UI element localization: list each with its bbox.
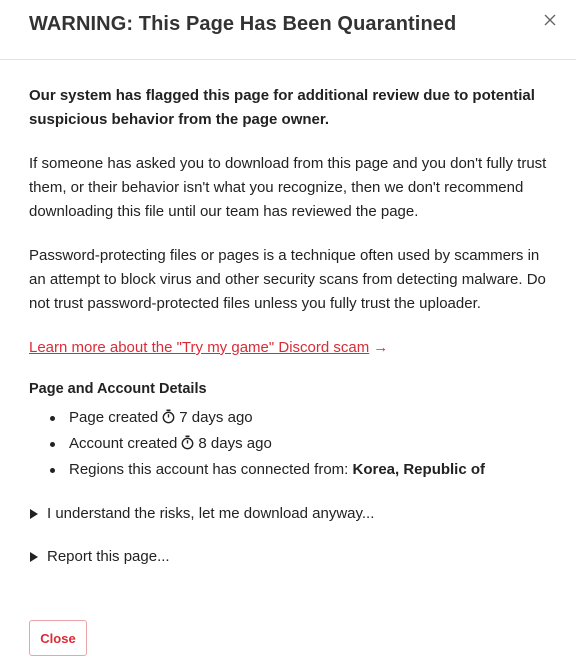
account-created-value: 8 days ago [198, 435, 272, 452]
page-created-item [29, 406, 549, 432]
intro-text: Our system has flagged this page for additional review due to potential suspicious behavior from the page owner. [29, 87, 535, 128]
learn-more-link-text: Learn more about the "Try my game" Discord scam [29, 339, 370, 356]
report-page-toggle[interactable] [29, 545, 549, 569]
bullet [50, 442, 55, 447]
learn-more-link[interactable] [29, 339, 369, 356]
bullet [50, 468, 55, 473]
dialog-header [0, 0, 576, 60]
details-heading: Page and Account Details [29, 381, 207, 397]
trust-warning-text: If someone has asked you to download from this page and you don't fully trust them, or their behavior isn't what you recognize, then we don't recommend downloading this file until our team has reviewed the page. [29, 155, 547, 220]
disclosure-triangle-icon [30, 509, 38, 519]
download-anyway-toggle[interactable] [29, 502, 549, 526]
close-button[interactable]: Close [29, 620, 87, 656]
bullet [50, 416, 55, 421]
details-list [29, 406, 549, 482]
account-created-item [29, 432, 549, 458]
page-created-value: 7 days ago [179, 409, 253, 426]
report-page-label: Report this page... [47, 548, 170, 565]
stopwatch-icon [162, 408, 175, 432]
page-created-label: Page created [69, 409, 159, 426]
regions-value: Korea, Republic of [352, 461, 486, 478]
regions-label: Regions this account has connected from: [69, 461, 349, 478]
close-icon[interactable] [538, 8, 562, 32]
account-created-label: Account created [69, 435, 178, 452]
stopwatch-icon [181, 434, 194, 458]
dialog-body [29, 84, 549, 569]
regions-item [29, 458, 549, 482]
disclosure-triangle-icon [30, 552, 38, 562]
dialog-title: WARNING: This Page Has Been Quarantined [29, 13, 457, 35]
password-warning-text: Password-protecting files or pages is a technique often used by scammers in an attempt to block virus and other security scans from detecting malware. Do not trust password-protected files unless you fully trust the uploader. [29, 247, 546, 312]
arrow-right-icon: → [373, 339, 389, 356]
download-anyway-label: I understand the risks, let me download anyway... [47, 505, 375, 522]
